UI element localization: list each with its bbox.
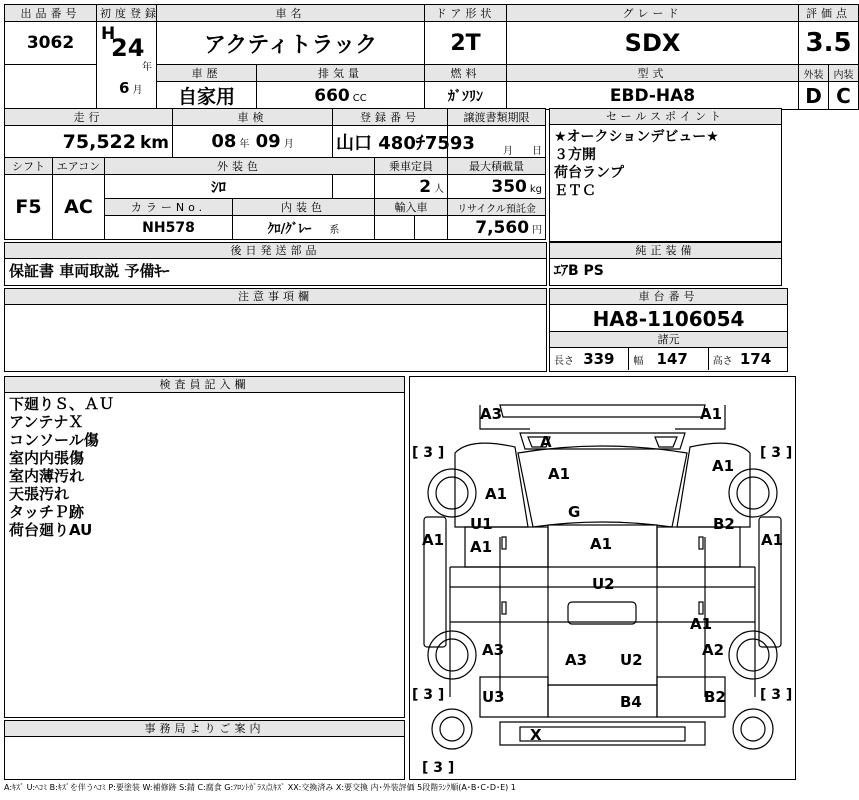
- specs-label: 諸元: [550, 331, 787, 348]
- inspection-month: 09: [255, 131, 281, 152]
- transfer-day-unit: 日: [532, 146, 543, 157]
- import-cell-a: [375, 216, 415, 240]
- inspection-month-unit: 月: [283, 139, 294, 150]
- history-label: 車歴: [157, 65, 257, 82]
- displacement-label: 排気量: [257, 65, 425, 82]
- tire-label-front-right: [ 3 ]: [760, 445, 793, 461]
- mark-a-windshield: A: [540, 433, 552, 451]
- tire-front-left-outline: [428, 469, 476, 517]
- plate-label: 登録番号: [333, 109, 448, 126]
- inspector-line-2: アンテナＸ: [9, 413, 84, 431]
- door-type: 2T: [425, 22, 507, 65]
- specs-row: [550, 348, 787, 370]
- km-unit: km: [139, 132, 170, 153]
- accessories-box: [4, 242, 547, 286]
- inspector-line-7: タッチＰ跡: [9, 503, 85, 521]
- ext-grade: D: [799, 82, 829, 110]
- office-notice-box: [4, 720, 405, 780]
- import-label: 輸入車: [375, 199, 448, 216]
- inspection-label: 車検: [173, 109, 333, 126]
- mark-a1-hood: A1: [548, 465, 571, 483]
- truck-damage-diagram: [410, 377, 795, 779]
- office-notice-label: 事務局よりご案内: [5, 721, 404, 737]
- transfer-month-unit: 月: [502, 146, 513, 157]
- era-letter: H: [101, 24, 116, 44]
- shift-label: シフト: [5, 158, 53, 175]
- inspector-line-5: 室内薄汚れ: [9, 467, 85, 485]
- score-label: 評価点: [799, 5, 859, 22]
- mark-a3-front-left: A3: [480, 405, 503, 423]
- color-no: NH578: [105, 216, 233, 240]
- int-grade-label: 内装: [829, 65, 859, 82]
- lot-number-label: 出品番号: [5, 5, 97, 22]
- displacement: 660: [314, 85, 350, 106]
- cc-unit: CC: [352, 92, 367, 104]
- load-unit: kg: [529, 183, 543, 195]
- cab-outline: [518, 446, 687, 527]
- mark-u3-rear: U3: [482, 688, 505, 706]
- mark-a1-fender-left: A1: [485, 485, 508, 503]
- chassis-label: 車台番号: [550, 289, 787, 305]
- tire-label-spare: [ 3 ]: [422, 760, 455, 776]
- width-value: 147: [656, 350, 688, 368]
- mark-b4-tailgate: B4: [620, 693, 642, 711]
- mark-a2-rear-right: A2: [702, 641, 725, 659]
- sales-points-label: セールスポイント: [550, 109, 781, 125]
- door-type-label: ドア形状: [425, 5, 507, 22]
- mark-a3-rear-left: A3: [482, 641, 505, 659]
- tire-label-front-left: [ 3 ]: [412, 445, 445, 461]
- year-unit: 年: [142, 62, 152, 73]
- length-value: 339: [583, 350, 615, 368]
- car-name: アクティトラック: [157, 22, 425, 65]
- chassis-number: HA8-1106054: [592, 307, 745, 331]
- mark-a1-side-left: A1: [422, 531, 445, 549]
- inspection-year-unit: 年: [239, 139, 250, 150]
- tire-label-rear-right: [ 3 ]: [760, 687, 793, 703]
- mark-a1-door-left: A1: [470, 538, 493, 556]
- ext-color-label: 外装色: [105, 158, 375, 175]
- ext-grade-label: 外装: [799, 65, 829, 82]
- car-name-label: 車名: [157, 5, 425, 22]
- tire-label-rear-left: [ 3 ]: [412, 687, 445, 703]
- mark-a1-front-right: A1: [700, 405, 723, 423]
- recycle-unit: 円: [532, 224, 543, 236]
- vehicle-history: 自家用: [157, 82, 257, 110]
- int-grade: C: [829, 82, 859, 110]
- mark-a1-bed-front: A1: [590, 535, 613, 553]
- model-label: 型式: [507, 65, 799, 82]
- capacity-label: 乗車定員: [375, 158, 448, 175]
- fuel: ｶﾞｿﾘﾝ: [425, 82, 507, 110]
- equipment-value: ｴｱB PS: [554, 263, 604, 279]
- chassis-box: [549, 288, 788, 372]
- month-unit: 月: [132, 85, 143, 96]
- mark-g-roof: G: [568, 503, 581, 521]
- first-reg-cell: [97, 22, 157, 110]
- int-color-label: 内装色: [233, 199, 375, 216]
- vehicle-details-table: [4, 108, 546, 240]
- int-color: ｸﾛ/ｸﾞﾚｰ: [267, 222, 312, 237]
- aircon-label: エアコン: [53, 158, 105, 175]
- max-load-label: 最大積載量: [448, 158, 546, 175]
- plate-number: 山口 480ﾁ7593: [333, 126, 448, 158]
- color-no-label: カラーNo.: [105, 199, 233, 216]
- mark-u2-bed-rear: U2: [620, 651, 643, 669]
- first-reg-label: 初度登録: [97, 5, 157, 22]
- capacity: 2: [419, 176, 432, 197]
- recycle-deposit: 7,560: [475, 217, 530, 238]
- sales-point-1: ★オークションデビュー★: [554, 129, 719, 145]
- width-label: 幅: [633, 356, 644, 367]
- length-label: 長さ: [554, 356, 574, 367]
- sales-points-box: [549, 108, 782, 242]
- damage-legend: A:ｷｽﾞ U:ﾍｺﾐ B:ｷｽﾞを伴うﾍｺﾐ P:要塗装 W:補修跡 S:錆 C:腐食 G:ﾌﾛﾝﾄｶﾞﾗｽ点ｷｽﾞ XX:交換済み X:要交換 内･外装評価 5段階ﾗﾝｸ順(A･B･C･D･E) 1: [4, 783, 516, 792]
- damage-diagram-box: [409, 376, 796, 780]
- inspector-notes-box: [4, 376, 405, 718]
- front-bumper-outline: [500, 405, 705, 417]
- mark-a3-bed-rear: A3: [565, 651, 588, 669]
- mark-a1-bed-right: A1: [690, 615, 713, 633]
- notes-box: [4, 288, 547, 372]
- score: 3.5: [799, 22, 859, 65]
- inspector-notes-label: 検査員記入欄: [5, 377, 404, 393]
- mark-x-bumper: X: [530, 726, 542, 744]
- inspection-year: 08: [211, 131, 237, 152]
- height-label: 高さ: [712, 356, 733, 367]
- inspector-line-8: 荷台廻りAU: [9, 521, 93, 539]
- equipment-label: 純正装備: [550, 243, 781, 259]
- sales-point-4: ＥＴＣ: [554, 183, 596, 199]
- model-code: EBD-HA8: [507, 82, 799, 110]
- mark-b2-door-right: B2: [713, 515, 735, 533]
- inspector-line-1: 下廻りＳ、ＡＵ: [9, 395, 115, 413]
- mileage-label: 走行: [5, 109, 173, 126]
- shift: F5: [5, 175, 53, 240]
- inspector-line-4: 室内内張傷: [9, 449, 85, 467]
- mark-u1-door: U1: [470, 515, 493, 533]
- mark-u2-bed: U2: [592, 575, 615, 593]
- mileage: 75,522: [62, 130, 136, 153]
- ext-color-blank: [333, 175, 375, 199]
- int-color-unit: 系: [329, 225, 340, 236]
- notes-label: 注意事項欄: [5, 289, 546, 305]
- grade: SDX: [507, 22, 799, 65]
- accessories-value: 保証書 車両取説 予備ｷｰ: [9, 262, 170, 280]
- mark-a1-fender-right: A1: [712, 457, 735, 475]
- mark-b2-rear-right: B2: [704, 688, 726, 706]
- ext-color: ｼﾛ: [105, 175, 333, 199]
- max-load: 350: [491, 176, 527, 197]
- capacity-unit: 人: [434, 183, 445, 195]
- sales-point-3: 荷台ランプ: [554, 165, 624, 181]
- accessories-label: 後日発送部品: [5, 243, 546, 259]
- transfer-deadline-label: 譲渡書類期限: [448, 109, 546, 126]
- equipment-box: [549, 242, 782, 286]
- vehicle-header-table: [4, 4, 859, 110]
- height-value: 174: [739, 350, 772, 368]
- aircon: AC: [53, 175, 105, 240]
- first-reg-month: 6: [119, 79, 130, 97]
- fuel-label: 燃料: [425, 65, 507, 82]
- lot-number: 3062: [5, 22, 97, 65]
- grade-label: グレード: [507, 5, 799, 22]
- mark-a1-side-right: A1: [761, 531, 784, 549]
- lot-number-blank: [5, 65, 97, 110]
- inspector-line-3: コンソール傷: [9, 431, 99, 449]
- recycle-label: リサイクル預託金: [448, 199, 546, 216]
- inspector-line-6: 天張汚れ: [9, 485, 70, 503]
- first-reg-year: 24: [111, 34, 145, 62]
- import-cell-b: [415, 216, 448, 240]
- sales-point-2: ３方開: [554, 147, 596, 163]
